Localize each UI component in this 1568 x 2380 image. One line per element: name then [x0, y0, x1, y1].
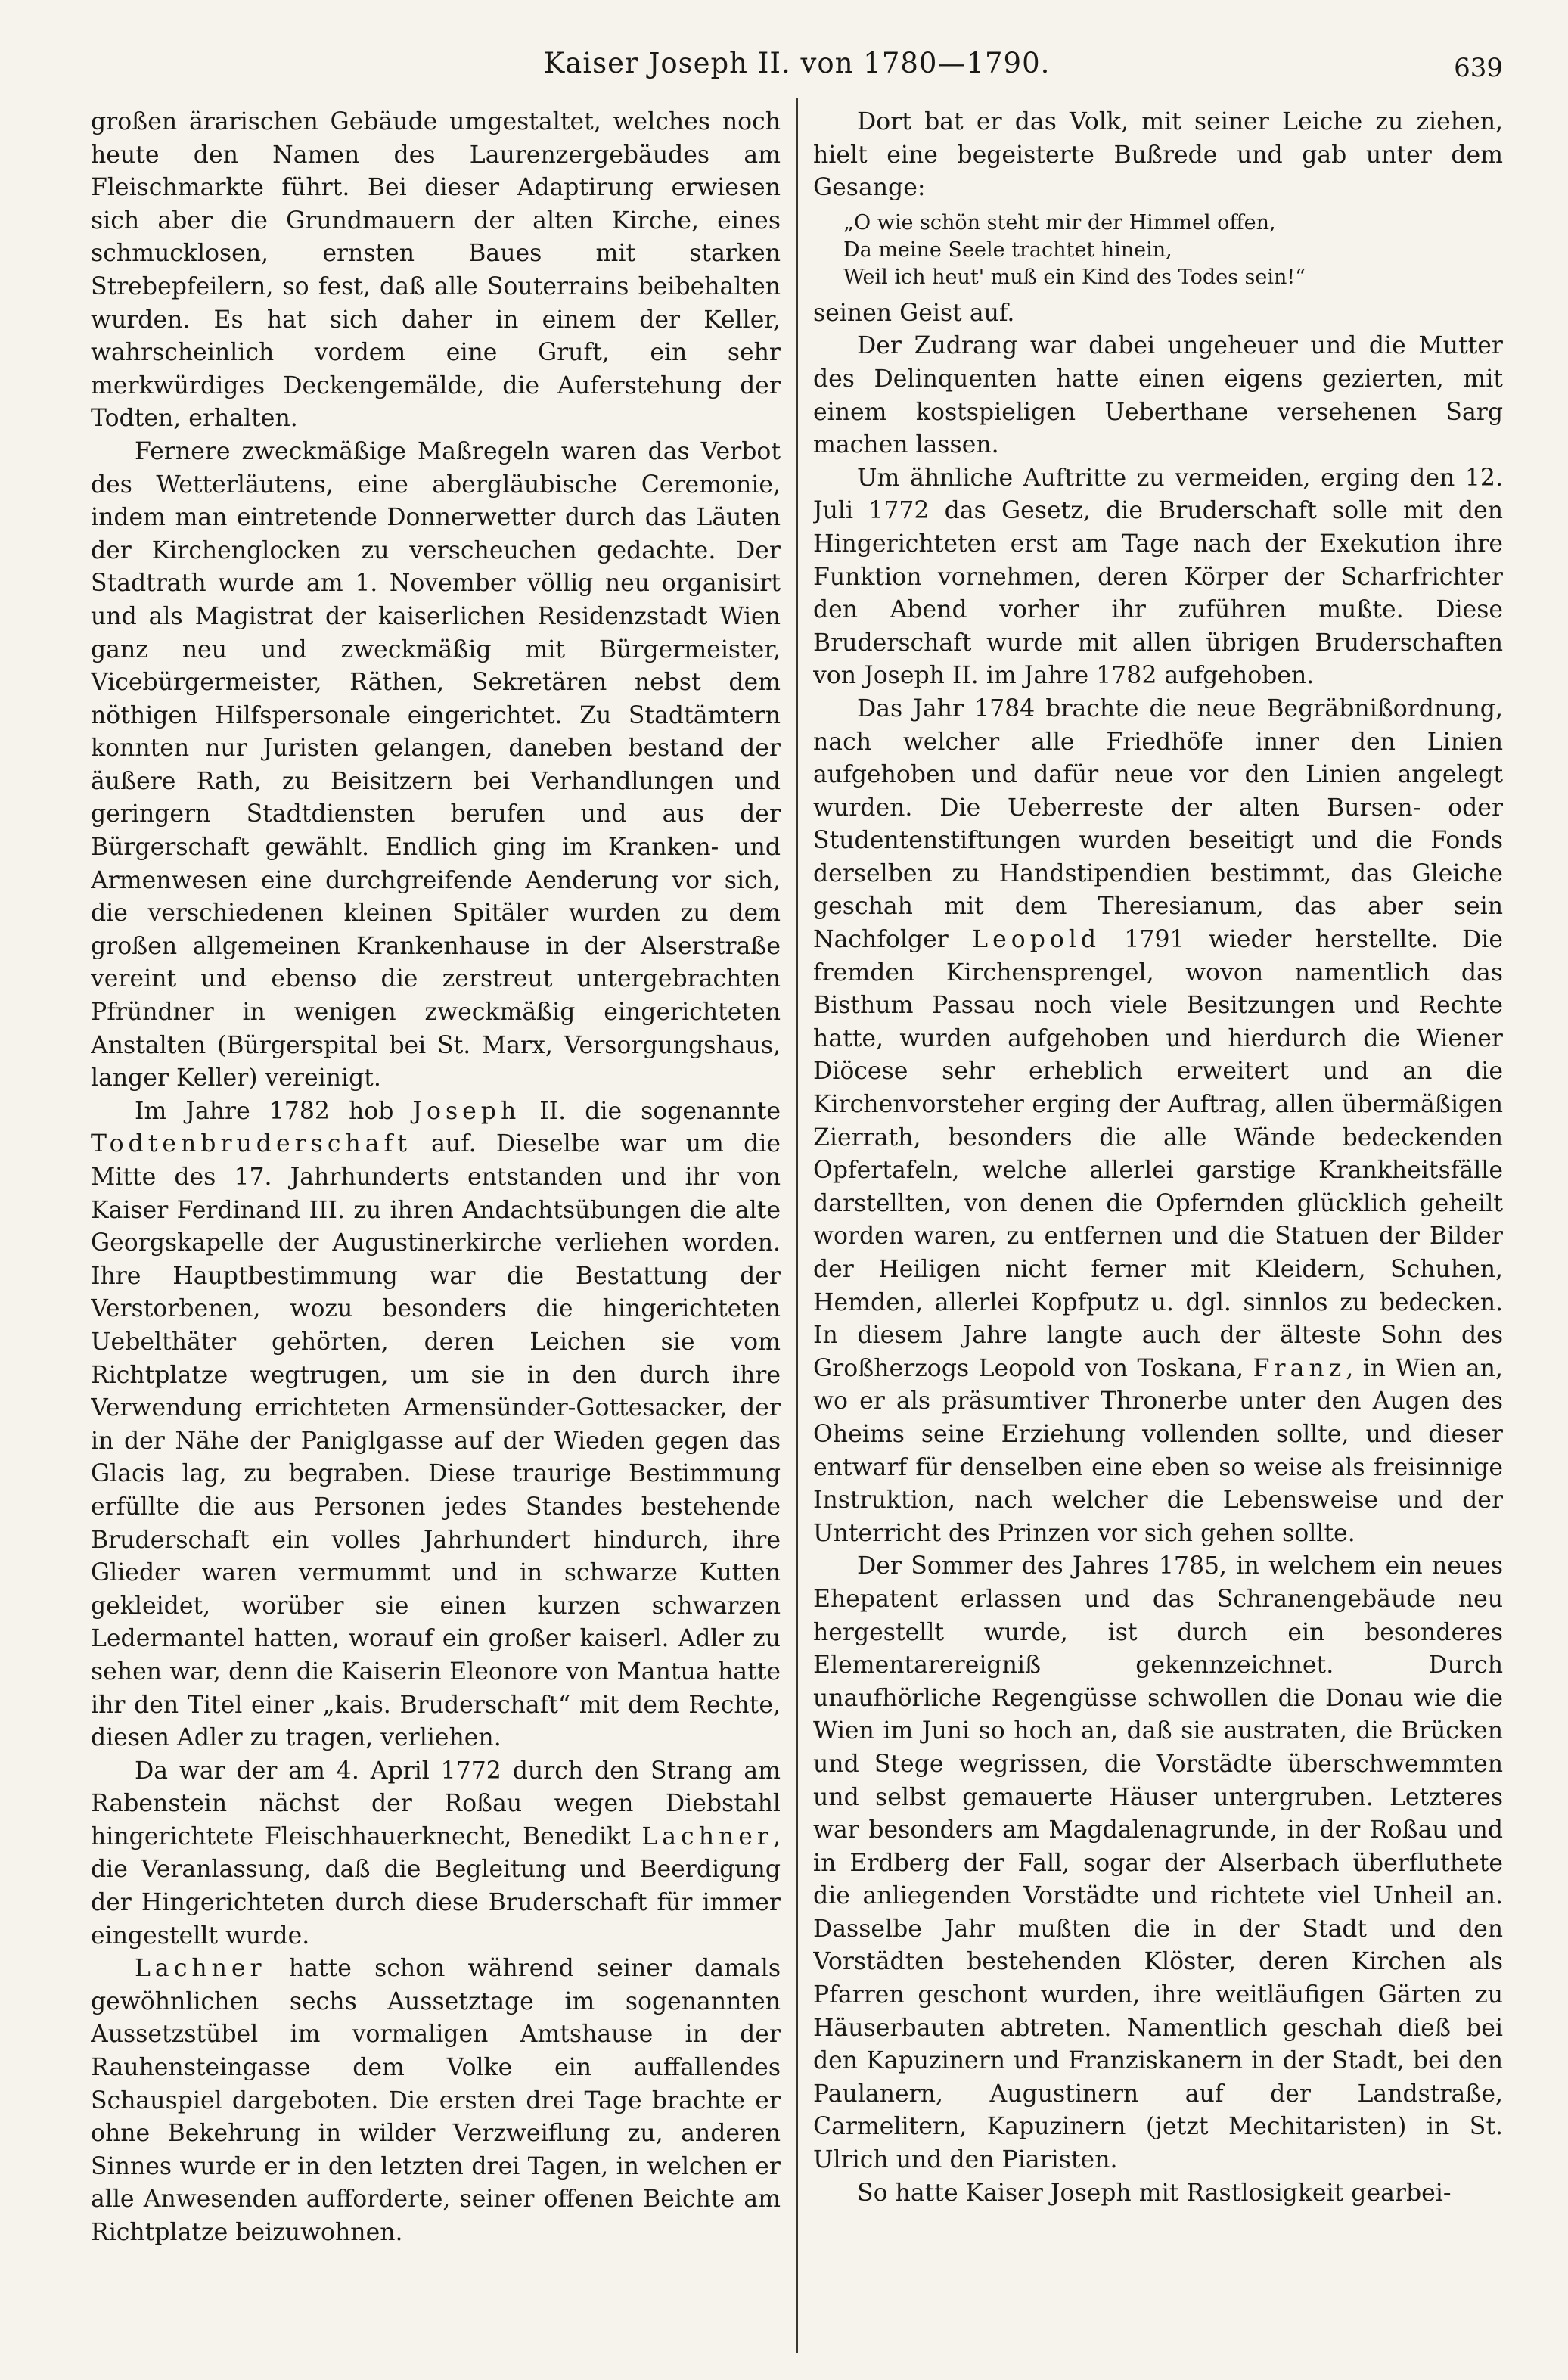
paragraph: So hatte Kaiser Joseph mit Rastlosigkeit gearbei-	[857, 2179, 1452, 2207]
emphasized-name: Lachner	[641, 1822, 773, 1850]
paragraph: Dort bat er das Volk, mit seiner Leiche zu ziehen, hielt eine begeisterte Bußrede und gab unter dem Gesange:	[813, 108, 1503, 202]
running-title: Kaiser Joseph II. von 1780—1790.	[543, 47, 1051, 79]
paragraph: Um ähnliche Auftritte zu vermeiden, erging den 12. Juli 1772 das Gesetz, die Bruderschaft solle mit den Hingerichteten erst am Tage nach der Exekution ihre Funktion vornehmen, deren Körper der Scharfrichter den Abend vorher ihr zuführen mußte. Diese Bruderschaft wurde mit allen übrigen Bruderschaften von Joseph II. im Jahre 1782 aufgehoben.	[813, 464, 1503, 690]
emphasized-name: Joseph	[412, 1097, 521, 1125]
paragraph: seinen Geist auf.	[813, 299, 1015, 327]
column-divider	[796, 98, 798, 2353]
verse-line: Da meine Seele trachtet hinein,	[843, 238, 1172, 262]
emphasized-term: Todtenbruderschaft	[91, 1130, 411, 1158]
emphasized-name: Franz	[1253, 1354, 1346, 1382]
verse-quote	[843, 210, 1503, 291]
page-header	[91, 47, 1503, 92]
paragraph: Da war der am 4. April 1772 durch den Strang am Rabenstein nächst der Roßau wegen Diebstahl hingerichtete Fleischhauerknecht, Benedikt Lachner, die Veranlassung, daß die Begleitung und Beerdigung der Hingerichteten durch diese Bruderschaft für immer eingestellt wurde.	[91, 1757, 781, 1950]
page-number: 639	[1454, 53, 1503, 83]
paragraph: Der Sommer des Jahres 1785, in welchem ein neues Ehepatent erlassen und das Schranengebäude neu hergestellt wurde, ist durch ein besonderes Elementarereigniß gekennzeichnet. Durch unaufhörliche Regengüsse schwollen die Donau wie die Wien im Juni so hoch an, daß sie austraten, die Brücken und Stege wegrissen, die Vorstädte überschwemmten und selbst gemauerte Häuser untergruben. Letzteres war besonders am Magdalenagrunde, in der Roßau und in Erdberg der Fall, sogar der Alserbach überfluthete die anliegenden Vorstädte und richtete viel Unheil an. Dasselbe Jahr mußten die in der Stadt und den Vorstädten bestehenden Klöster, deren Kirchen als Pfarren geschont wurden, ihre weitläufigen Gärten zu Häuserbauten abtreten. Namentlich geschah dieß bei den Kapuzinern und Franziskanern in der Stadt, bei den Paulanern, Augustinern auf der Landstraße, Carmelitern, Kapuzinern (jetzt Mechitaristen) in St. Ulrich und den Piaristen.	[813, 1552, 1503, 2174]
paragraph: Lachner hatte schon während seiner damals gewöhnlichen sechs Aussetztage im sogenannten Aussetzstübel im vormaligen Amtshause in der Rauhensteingasse dem Volke ein auffallendes Schauspiel dargeboten. Die ersten drei Tage brachte er ohne Bekehrung in wilder Verzweiflung zu, anderen Sinnes wurde er in den letzten drei Tagen, in welchen er alle Anwesenden aufforderte, seiner offenen Beichte am Richtplatze beizuwohnen.	[91, 1955, 781, 2246]
emphasized-name: Lachner	[135, 1955, 266, 1983]
paragraph: Fernere zweckmäßige Maßregeln waren das Verbot des Wetterläutens, eine abergläubische Ceremonie, indem man eintretende Donnerwetter durch das Läuten der Kirchenglocken zu verscheuchen gedachte. Der Stadtrath wurde am 1. November völlig neu organisirt und als Magistrat der kaiserlichen Residenzstadt Wien ganz neu und zweckmäßig mit Bürgermeister, Vicebürgermeister, Räthen, Sekretären nebst dem nöthigen Hilfspersonale eingerichtet. Zu Stadtämtern konnten nur Juristen gelangen, daneben bestand der äußere Rath, zu Beisitzern bei Verhandlungen und geringern Stadtdiensten berufen und aus der Bürgerschaft gewählt. Endlich ging im Kranken- und Armenwesen eine durchgreifende Aenderung vor sich, die verschiedenen kleinen Spitäler wurden zu dem großen allgemeinen Krankenhause in der Alserstraße vereint und ebenso die zerstreut untergebrachten Pfründner in wenigen zweckmäßig eingerichteten Anstalten (Bürgerspital bei St. Marx, Versorgungshaus, langer Keller) vereinigt.	[91, 437, 781, 1092]
verse-line: „O wie schön steht mir der Himmel offen,	[843, 210, 1276, 235]
paragraph: Der Zudrang war dabei ungeheuer und die Mutter des Delinquenten hatte einen eigens gezierten, mit einem kostspieligen Ueberthane versehenen Sarg machen lassen.	[813, 332, 1503, 459]
text-columns	[91, 106, 1503, 2345]
left-column	[91, 106, 781, 2345]
right-column	[813, 106, 1503, 2345]
paragraph: großen ärarischen Gebäude umgestaltet, welches noch heute den Namen des Laurenzergebäudes am Fleischmarkte führt. Bei dieser Adaptirung erwiesen sich aber die Grundmauern der alten Kirche, eines schmucklosen, ernsten Baues mit starken Strebepfeilern, so fest, daß alle Souterrains beibehalten wurden. Es hat sich daher in einem der Keller, wahrscheinlich vordem eine Gruft, ein sehr merkwürdiges Deckengemälde, die Auferstehung der Todten, erhalten.	[91, 108, 781, 433]
paragraph: Im Jahre 1782 hob Joseph II. die sogenannte Todtenbruderschaft auf. Dieselbe war um die Mitte des 17. Jahrhunderts entstanden und ihr von Kaiser Ferdinand III. zu ihren Andachtsübungen die alte Georgskapelle der Augustinerkirche verliehen worden. Ihre Hauptbestimmung war die Bestattung der Verstorbenen, wozu besonders die hingerichteten Uebelthäter gehörten, deren Leichen sie vom Richtplatze wegtrugen, um sie in den durch ihre Verwendung errichteten Armensünder-Gottesacker, der in der Nähe der Paniglgasse auf der Wieden gegen das Glacis lag, zu begraben. Diese traurige Bestimmung erfüllte die aus Personen jedes Standes bestehende Bruderschaft ein volles Jahrhundert hindurch, ihre Glieder waren vermummt und in schwarze Kutten gekleidet, worüber sie einen kurzen schwarzen Ledermantel hatten, worauf ein großer kaiserl. Adler zu sehen war, denn die Kaiserin Eleonore von Mantua hatte ihr den Titel einer „kais. Bruderschaft“ mit dem Rechte, diesen Adler zu tragen, verliehen.	[91, 1097, 781, 1752]
paragraph: Das Jahr 1784 brachte die neue Begräbnißordnung, nach welcher alle Friedhöfe inner den Linien aufgehoben und dafür neue vor den Linien angelegt wurden. Die Ueberreste der alten Bursen- oder Studentenstiftungen wurden beseitigt und die Fonds derselben zu Handstipendien bestimmt, das Gleiche geschah mit dem Theresianum, das aber sein Nachfolger Leopold 1791 wieder herstellte. Die fremden Kirchensprengel, wovon namentlich das Bisthum Passau noch viele Besitzungen und Rechte hatte, wurden aufgehoben und hierdurch die Wiener Diöcese sehr erheblich erweitert und an die Kirchenvorsteher erging der Auftrag, allen übermäßigen Zierrath, besonders die alle Wände bedeckenden Opfertafeln, welche allerlei garstige Krankheitsfälle darstellten, von denen die Opfernden glücklich geheilt worden waren, zu entfernen und die Statuen der Bilder der Heiligen nicht ferner mit Kleidern, Schuhen, Hemden, allerlei Kopfputz u. dgl. sinnlos zu bedecken. In diesem Jahre langte auch der älteste Sohn des Großherzogs Leopold von Toskana, Franz, in Wien an, wo er als präsumtiver Thronerbe unter den Augen des Oheims seine Erziehung vollenden sollte, und dieser entwarf für denselben eine eben so weise als freisinnige Instruktion, nach welcher die Lebensweise und der Unterricht des Prinzen vor sich gehen sollte.	[813, 694, 1503, 1547]
verse-line: Weil ich heut' muß ein Kind des Todes sein!“	[843, 265, 1306, 289]
emphasized-name: Leopold	[972, 926, 1101, 954]
